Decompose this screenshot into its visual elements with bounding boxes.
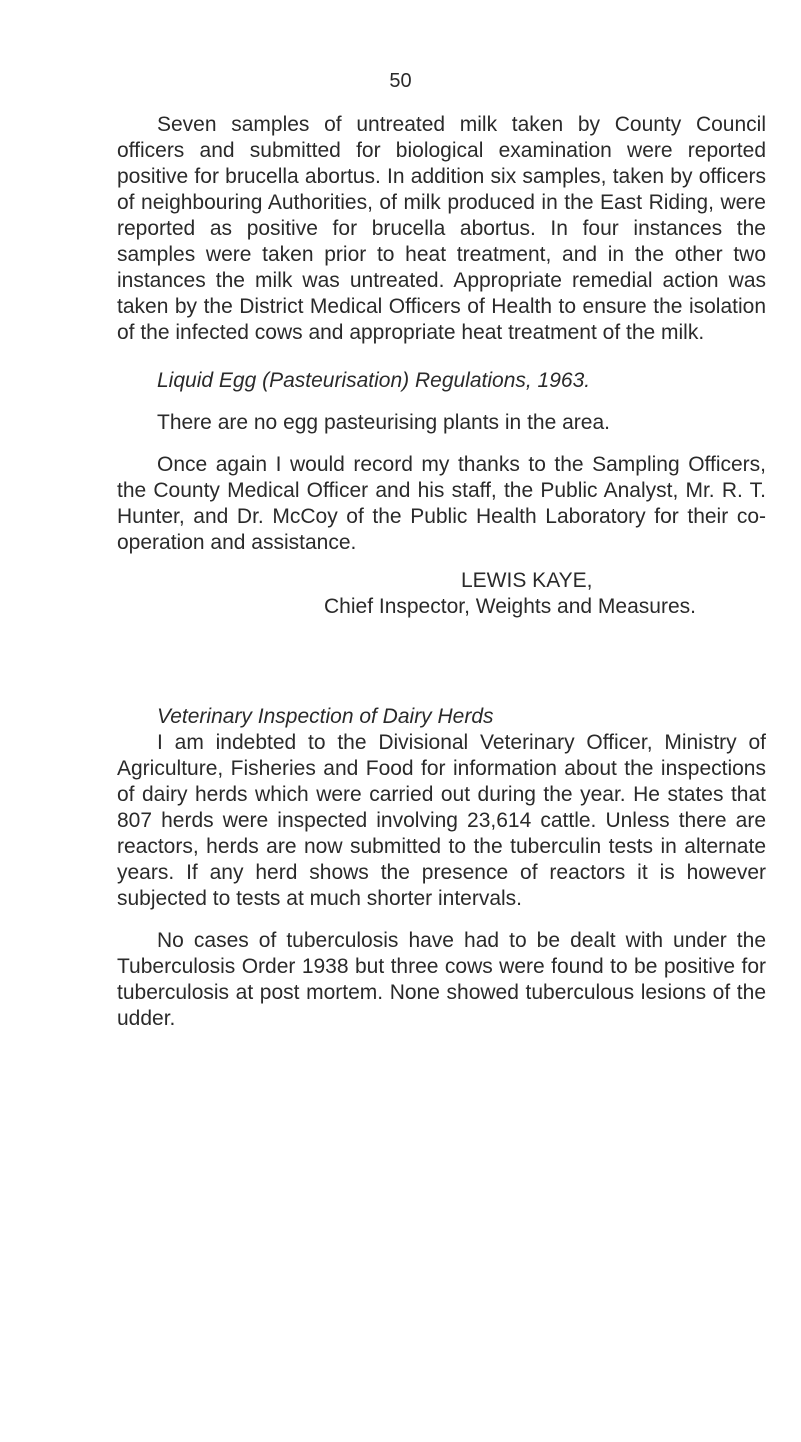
egg-regulations-heading: Liquid Egg (Pasteurisation) Regulations, 1963. [157, 369, 591, 392]
tuberculosis-paragraph: No cases of tuberculosis have had to be dealt with under the Tuberculosis Order 1938 but three cows were found to be positive for tuberculosis at post mortem. None showed tuberculous lesions of the udder. [117, 929, 766, 1030]
veterinary-paragraph: I am indebted to the Divisional Veterinary Officer, Ministry of Agriculture, Fisheries and Food for information about the inspections of dairy herds which were carried out during the year. He states that 807 herds were inspected involving 23,614 cattle. Unless there are reactors, herds are now submitted to the tuberculin tests in alternate years. If any herd shows the presence of reactors it is however subjected to tests at much shorter intervals. [117, 731, 766, 910]
signature-block [117, 568, 766, 620]
brucella-paragraph: Seven samples of untreated milk taken by County Council officers and submitted for biological examination were reported positive for brucella abortus. In addition six samples, taken by officers of neighbouring Authorities, of milk produced in the East Riding, were reported as positive for brucella abortus. In four instances the samples were taken prior to heat treatment, and in the other two instances the milk was untreated. Appropriate remedial action was taken by the District Medical Officers of Health to ensure the isolation of the infected cows and appropriate heat treatment of the milk. [117, 113, 766, 344]
veterinary-heading: Veterinary Inspection of Dairy Herds [157, 705, 494, 728]
signature-title: Chief Inspector, Weights and Measures. [324, 595, 696, 618]
signature-name: LEWIS KAYE, [461, 569, 593, 592]
egg-paragraph: There are no egg pasteurising plants in the area. [157, 411, 610, 434]
page-content [117, 112, 766, 1032]
page-number: 50 [389, 70, 412, 92]
thanks-paragraph: Once again I would record my thanks to the Sampling Officers, the County Medical Officer and his staff, the Public Analyst, Mr. R. T. Hunter, and Dr. McCoy of the Public Health Laboratory for their co-operation and assistance. [117, 453, 766, 554]
